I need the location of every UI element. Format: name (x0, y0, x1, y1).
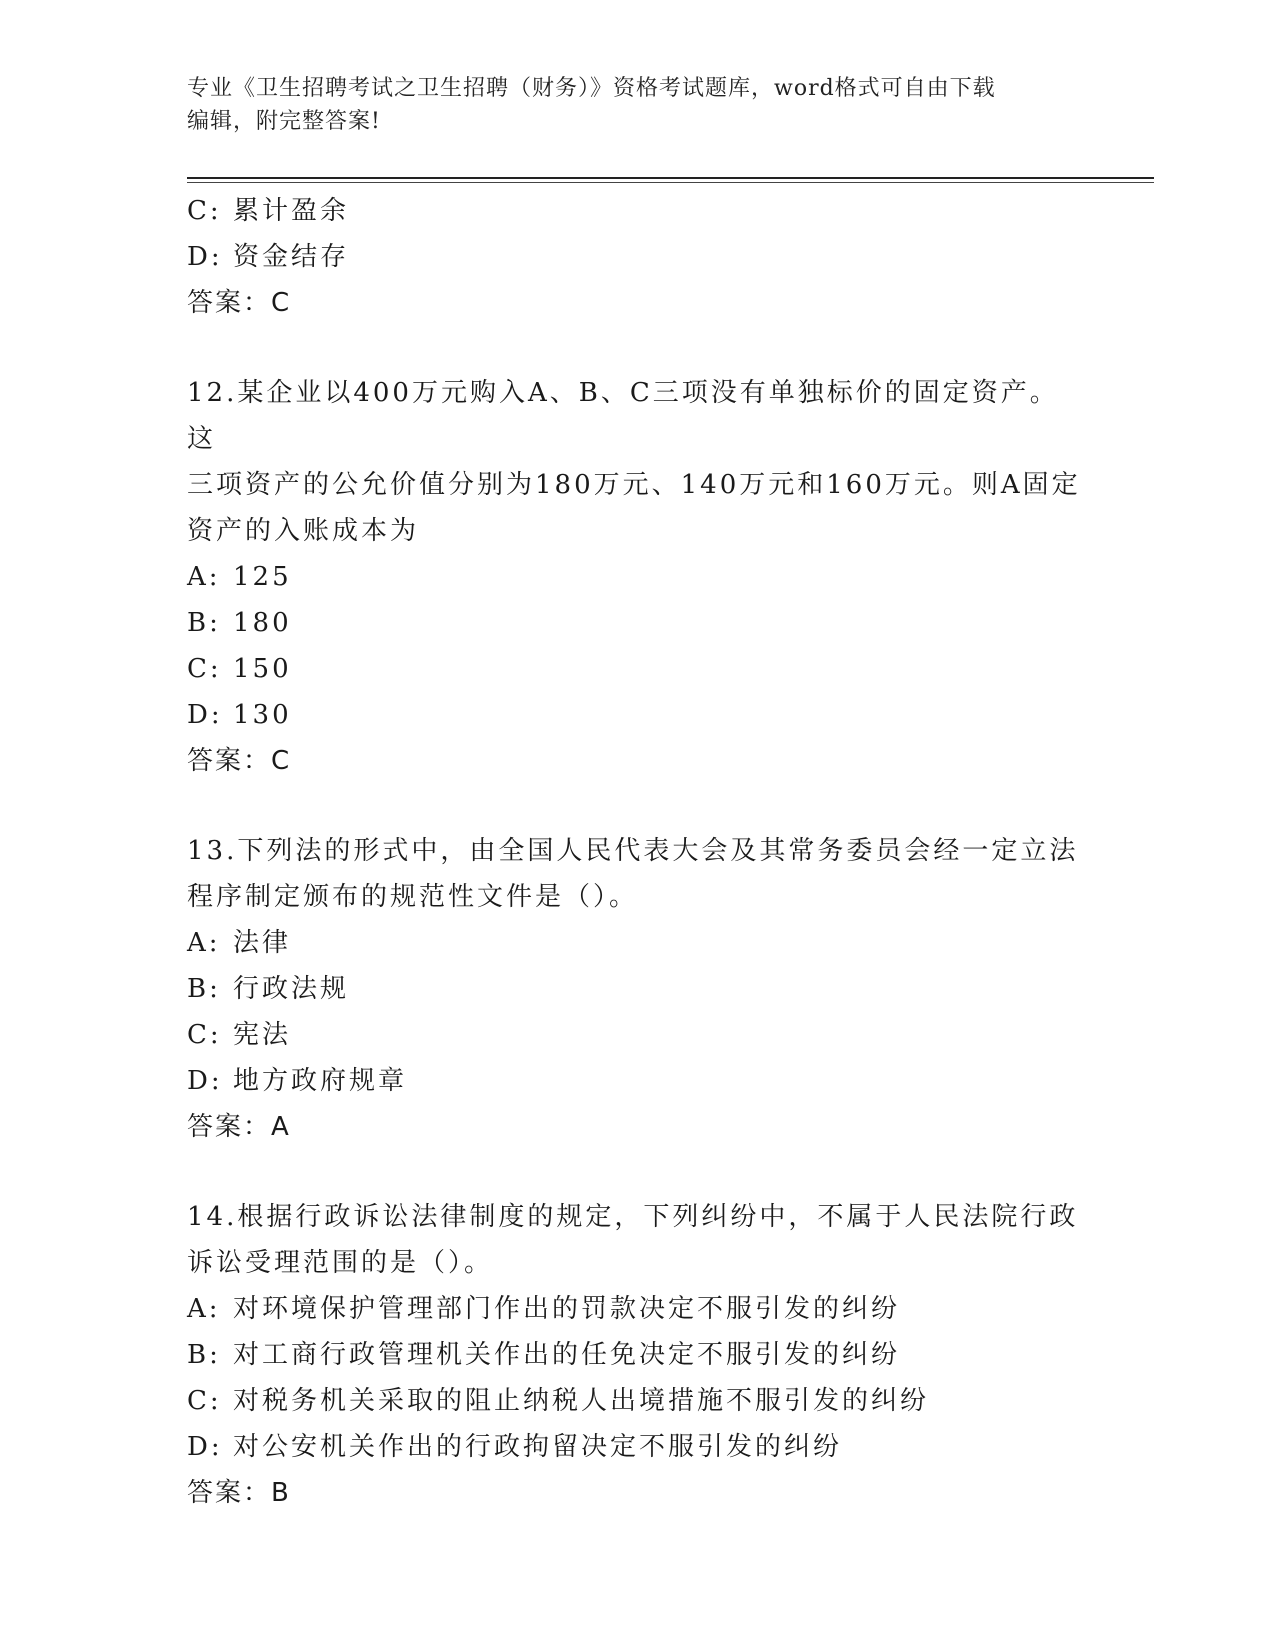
answer-line: 答案：B (187, 1478, 291, 1508)
question-text (187, 828, 1087, 920)
question-14 (187, 1194, 1087, 1516)
option-text: 对环境保护管理部门作出的罚款决定不服引发的纠纷 (233, 1294, 901, 1324)
header-line-1: 专业《卫生招聘考试之卫生招聘（财务）》资格考试题库，word格式可自由下载 (187, 76, 996, 101)
option-text: 行政法规 (233, 974, 350, 1004)
answer-line: 答案：A (187, 1112, 291, 1142)
question-12 (187, 370, 1087, 784)
option-text: 150 (233, 654, 292, 684)
question-line: 13.下列法的形式中，由全国人民代表大会及其常务委员会经一定立法 (187, 836, 1079, 866)
option-key: C: (187, 654, 222, 684)
option-key: D: (187, 1066, 223, 1096)
option-key: D: (187, 1432, 223, 1462)
option-text: 130 (233, 700, 292, 730)
question-text (187, 1194, 1087, 1286)
option-key: B: (187, 1340, 221, 1370)
option-c (187, 1012, 1087, 1058)
option-c (187, 646, 1087, 692)
option-key: C: (187, 1020, 222, 1050)
answer-line: 答案：C (187, 746, 292, 776)
option-c (187, 188, 1087, 234)
question-line: 12.某企业以400万元购入A、B、C三项没有单独标价的固定资产。这 (187, 378, 1059, 454)
option-d (187, 1424, 1087, 1470)
option-d (187, 692, 1087, 738)
option-key: B: (187, 608, 221, 638)
option-key: C: (187, 1386, 222, 1416)
option-text: 宪法 (233, 1020, 292, 1050)
document-header (187, 72, 1087, 138)
question-list (187, 188, 1087, 1516)
option-text: 地方政府规章 (233, 1066, 408, 1096)
option-key: A: (187, 562, 221, 592)
option-text: 对税务机关采取的阻止纳税人出境措施不服引发的纠纷 (233, 1386, 930, 1416)
option-key: D: (187, 242, 223, 272)
question-line: 程序制定颁布的规范性文件是（）。 (187, 882, 639, 912)
option-text: 对公安机关作出的行政拘留决定不服引发的纠纷 (233, 1432, 843, 1462)
header-divider-thin (187, 182, 1154, 183)
option-key: B: (187, 974, 221, 1004)
question-line: 14.根据行政诉讼法律制度的规定，下列纠纷中，不属于人民法院行政 (187, 1202, 1079, 1232)
question-13 (187, 828, 1087, 1150)
option-key: A: (187, 928, 221, 958)
option-text: 对工商行政管理机关作出的任免决定不服引发的纠纷 (233, 1340, 901, 1370)
option-b (187, 966, 1087, 1012)
answer-line: 答案：C (187, 288, 292, 318)
option-d (187, 1058, 1087, 1104)
spacer (187, 784, 1087, 828)
option-text: 125 (233, 562, 292, 592)
header-line-2: 编辑，附完整答案! (187, 109, 381, 134)
option-key: D: (187, 700, 223, 730)
option-a (187, 554, 1087, 600)
option-a (187, 1286, 1087, 1332)
option-text: 资金结存 (233, 242, 350, 272)
option-key: C: (187, 196, 222, 226)
header-divider-thick (187, 177, 1154, 179)
option-key: A: (187, 1294, 221, 1324)
option-c (187, 1378, 1087, 1424)
question-line: 三项资产的公允价值分别为180万元、140万元和160万元。则A固定 (187, 470, 1081, 500)
question-line: 诉讼受理范围的是（）。 (187, 1248, 494, 1278)
option-b (187, 600, 1087, 646)
option-text: 累计盈余 (233, 196, 350, 226)
option-d (187, 234, 1087, 280)
spacer (187, 1150, 1087, 1194)
option-text: 180 (233, 608, 292, 638)
option-a (187, 920, 1087, 966)
question-11-tail (187, 188, 1087, 326)
question-text (187, 370, 1087, 554)
option-b (187, 1332, 1087, 1378)
question-line: 资产的入账成本为 (187, 516, 420, 546)
option-text: 法律 (233, 928, 292, 958)
spacer (187, 326, 1087, 370)
